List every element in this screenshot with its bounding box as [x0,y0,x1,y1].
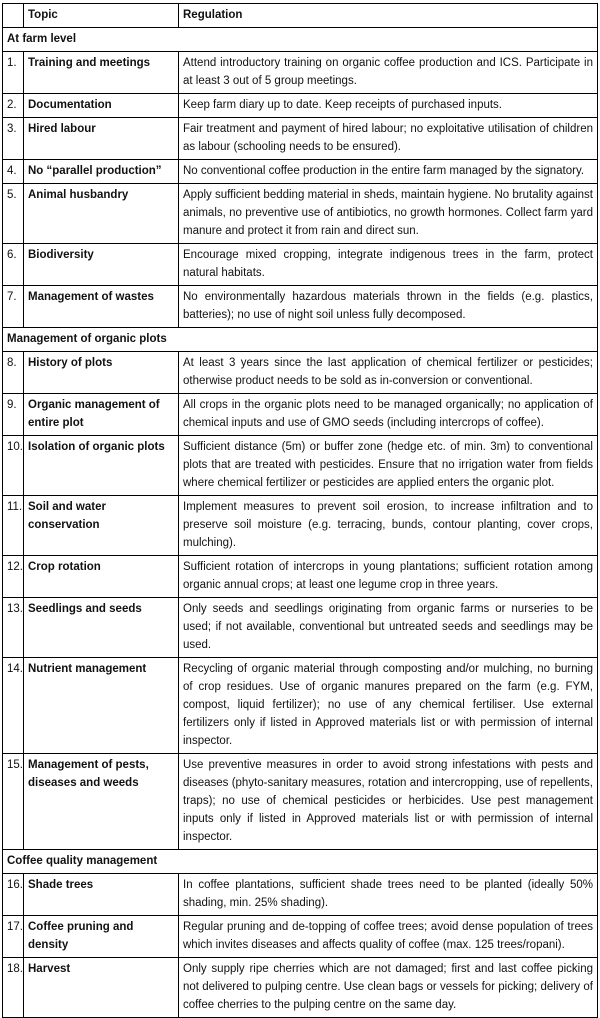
row-regulation: Sufficient distance (5m) or buffer zone (hedge etc. of min. 3m) to conventional plots that are treated with pesticides. Ensure that no irrigation water from fields where chemical fertilizer or pesticides are applied enters the organic plot. [179,436,598,496]
row-number: 6. [3,244,24,286]
table-row [3,916,598,958]
row-topic: Hired labour [24,118,179,160]
row-regulation: Fair treatment and payment of hired labour; no exploitative utilisation of children as labour (schooling needs to be ensured). [179,118,598,160]
row-topic: Biodiversity [24,244,179,286]
table-row [3,352,598,394]
table-row [3,286,598,328]
section-header-row [3,28,598,52]
row-topic: Documentation [24,94,179,118]
row-number: 7. [3,286,24,328]
row-number: 11. [3,496,24,556]
row-topic: History of plots [24,352,179,394]
row-regulation: Apply sufficient bedding material in sheds, maintain hygiene. No brutality against animals, no preventive use of antibiotics, no growth hormones. Collect farm yard manure and protect it from rain and direct sun. [179,184,598,244]
row-number: 18. [3,958,24,1018]
table-row [3,556,598,598]
row-number: 2. [3,94,24,118]
row-number: 3. [3,118,24,160]
section-header-row [3,850,598,874]
table-row [3,160,598,184]
table-row [3,118,598,160]
row-topic: Animal husbandry [24,184,179,244]
row-topic: No “parallel production” [24,160,179,184]
row-number: 4. [3,160,24,184]
row-topic: Isolation of organic plots [24,436,179,496]
row-number: 16. [3,874,24,916]
row-regulation: Encourage mixed cropping, integrate indigenous trees in the farm, protect natural habitats. [179,244,598,286]
row-topic: Seedlings and seeds [24,598,179,658]
row-regulation: No environmentally hazardous materials thrown in the fields (e.g. plastics, batteries); no use of night soil unless fully decomposed. [179,286,598,328]
row-topic: Organic management of entire plot [24,394,179,436]
row-regulation: Only seeds and seedlings originating from organic farms or nurseries to be used; if not available, conventional but untreated seeds and seedlings may be used. [179,598,598,658]
table-row [3,958,598,1018]
row-number: 13. [3,598,24,658]
table-row [3,598,598,658]
table-row [3,244,598,286]
header-regulation-cell: Regulation [179,4,598,28]
table-row [3,436,598,496]
row-number: 17. [3,916,24,958]
row-regulation: Recycling of organic material through composting and/or mulching, no burning of crop residues. Use of organic manures prepared on the farm (e.g. FYM, compost, liquid fertilizer); no use of any chemical fertiliser. Use external fertilizers only if listed in Approved materials list or with permission of internal inspector. [179,658,598,754]
row-topic: Coffee pruning and density [24,916,179,958]
table-row [3,94,598,118]
row-regulation: Implement measures to prevent soil erosion, to increase infiltration and to preserve soil moisture (e.g. terracing, bunds, contour planting, cover crops, mulching). [179,496,598,556]
row-topic: Soil and water conservation [24,496,179,556]
row-regulation: Only supply ripe cherries which are not damaged; first and last coffee picking not delivered to pulping centre. Use clean bags or vessels for picking; delivery of coffee cherries to the pulping centre on the same day. [179,958,598,1018]
section-title: At farm level [3,28,598,52]
header-topic-cell: Topic [24,4,179,28]
row-number: 9. [3,394,24,436]
section-title: Coffee quality management [3,850,598,874]
document-page [2,3,598,1018]
row-topic: Management of pests, diseases and weeds [24,754,179,850]
row-number: 12. [3,556,24,598]
row-number: 5. [3,184,24,244]
row-number: 8. [3,352,24,394]
row-regulation: Regular pruning and de-topping of coffee trees; avoid dense population of trees which invites diseases and affects quality of coffee (max. 125 trees/ropani). [179,916,598,958]
row-number: 14. [3,658,24,754]
row-number: 1. [3,52,24,94]
table-header-row [3,4,598,28]
row-topic: Training and meetings [24,52,179,94]
table-row [3,52,598,94]
table-row [3,658,598,754]
row-regulation: Use preventive measures in order to avoid strong infestations with pests and diseases (phyto-sanitary measures, rotation and intercropping, use of repellents, traps); no use of chemical pesticides or herbicides. Use pest management inputs only if listed in Approved materials list or with permission of internal inspector. [179,754,598,850]
table-row [3,184,598,244]
row-topic: Crop rotation [24,556,179,598]
section-header-row [3,328,598,352]
row-regulation: Keep farm diary up to date. Keep receipts of purchased inputs. [179,94,598,118]
row-topic: Management of wastes [24,286,179,328]
row-topic: Shade trees [24,874,179,916]
row-regulation: In coffee plantations, sufficient shade trees need to be planted (ideally 50% shading, min. 25% shading). [179,874,598,916]
table-row [3,496,598,556]
header-number-cell [3,4,24,28]
row-number: 10. [3,436,24,496]
row-topic: Nutrient management [24,658,179,754]
table-row [3,394,598,436]
row-number: 15. [3,754,24,850]
row-regulation: At least 3 years since the last application of chemical fertilizer or pesticides; otherwise product needs to be sold as in-conversion or conventional. [179,352,598,394]
row-regulation: All crops in the organic plots need to be managed organically; no application of chemical inputs and use of GMO seeds (including intercrops of coffee). [179,394,598,436]
table-row [3,874,598,916]
section-title: Management of organic plots [3,328,598,352]
row-regulation: No conventional coffee production in the entire farm managed by the signatory. [179,160,598,184]
row-regulation: Sufficient rotation of intercrops in young plantations; sufficient rotation among organic annual crops; at least one legume crop in three years. [179,556,598,598]
row-topic: Harvest [24,958,179,1018]
row-regulation: Attend introductory training on organic coffee production and ICS. Participate in at least 3 out of 5 group meetings. [179,52,598,94]
table-row [3,754,598,850]
regulations-table [2,3,598,1018]
